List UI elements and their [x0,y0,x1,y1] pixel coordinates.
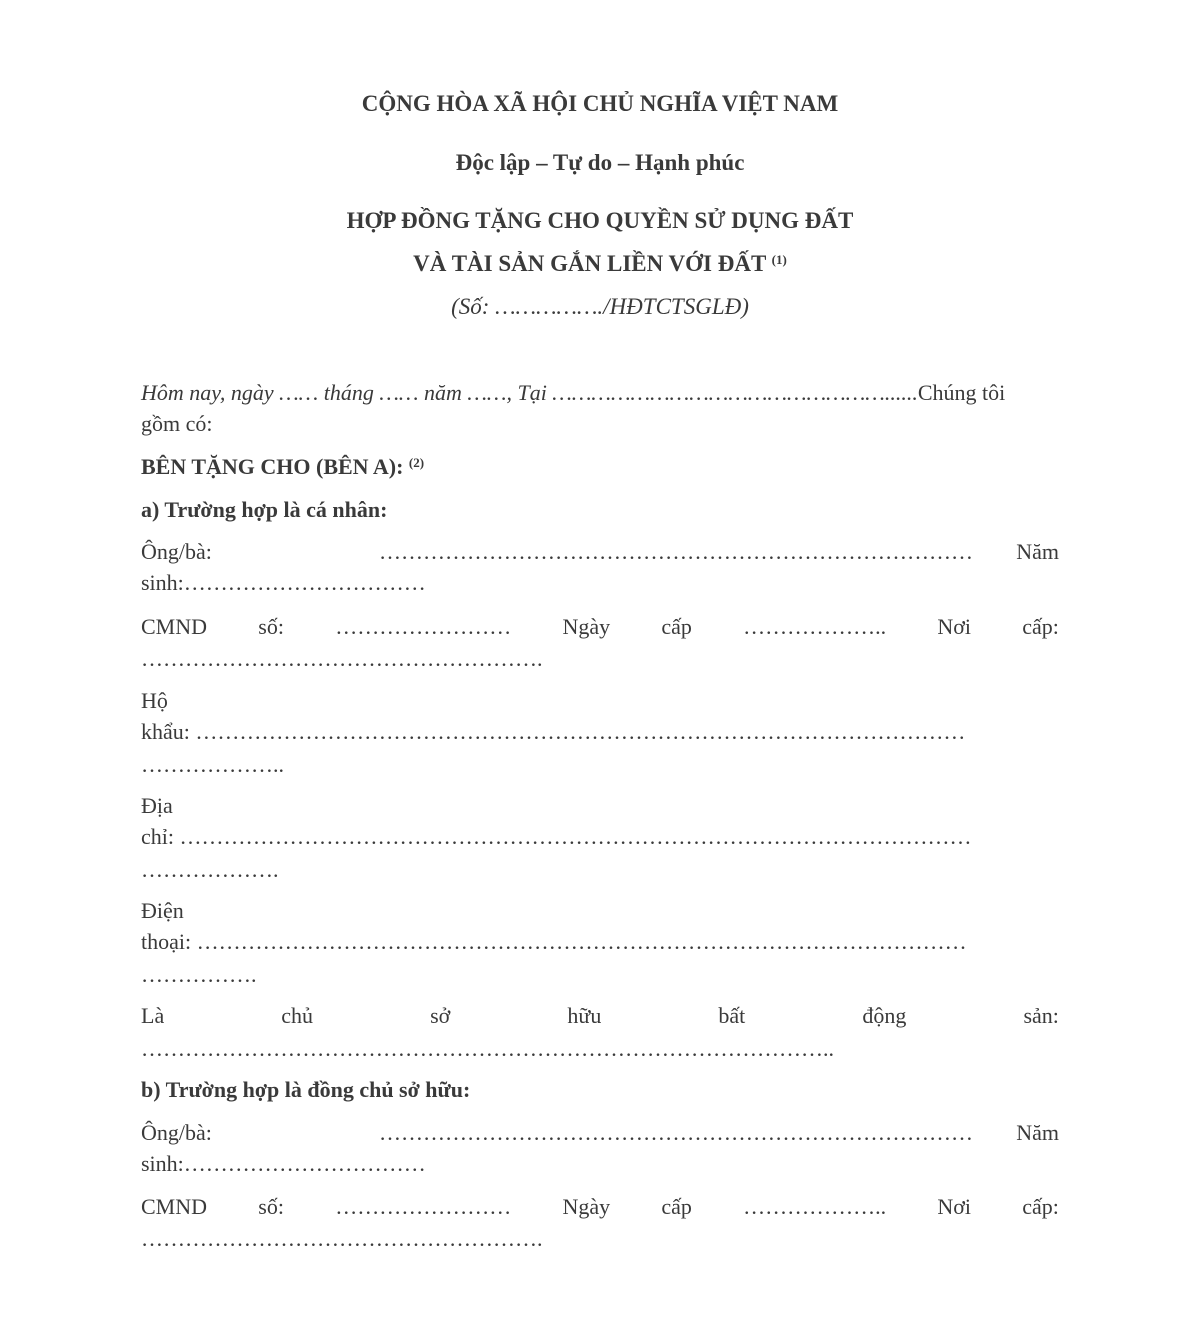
a-phone-label: Điện [141,898,184,923]
b-issue-place-label: Nơi [937,1194,972,1219]
owner-word: Là [141,1003,165,1028]
a-address-field-cont[interactable]: ………………. [141,857,279,882]
a-household-field-cont[interactable]: ……………….. [141,752,284,777]
party-a-heading: BÊN TẶNG CHO (BÊN A): $^{(2)}$ [141,454,425,479]
a-birth-label: Năm [1016,539,1059,564]
contract-title-text: VÀ TÀI SẢN GẮN LIỀN VỚI ĐẤT [413,251,766,276]
b-issue-date-cap: cấp [661,1194,692,1219]
a-issue-date-cap: cấp [661,614,692,639]
contract-number: (Số: ……………./HĐTCTSGLĐ) [451,294,749,319]
a-birth-field[interactable]: sinh:…………………………… [141,570,426,595]
section-b-heading: b) Trường hợp là đồng chủ sở hữu: [141,1077,471,1102]
owner-word: hữu [567,1003,602,1028]
a-id-row [141,613,1059,641]
a-name-label: Ông/bà: [141,539,212,564]
b-id-field[interactable]: …………………… [335,1194,512,1219]
b-id-so: số: [258,1194,284,1219]
owner-word: sản: [1023,1003,1059,1028]
a-phone-field-cont[interactable]: ……………. [141,962,257,987]
a-address-field[interactable]: chỉ: ……………………………………………………………………………………………… [141,824,972,849]
b-issue-date-field[interactable]: ……………….. [743,1194,887,1219]
b-id-row [141,1193,1059,1221]
owner-word: bất [718,1003,746,1028]
b-birth-field[interactable]: sinh:…………………………… [141,1151,426,1176]
b-issue-date-label: Ngày [562,1194,611,1219]
a-issue-date-label: Ngày [562,614,611,639]
a-name-row [141,538,1059,566]
b-issue-place-cap: cấp: [1022,1194,1059,1219]
a-issue-place-label: Nơi [937,614,972,639]
a-issue-date-field[interactable]: ……………….. [743,614,887,639]
intro-line1 [141,379,1059,407]
footnote-marker-1: (1) [771,252,787,267]
owner-word: động [862,1003,907,1028]
owner-word: chủ [281,1003,314,1028]
intro-line2: gồm có: [141,411,213,436]
a-household-label: Hộ [141,688,168,713]
intro-date-place: Hôm nay, ngày …… tháng …… năm ……, Tại ……………………………………………......Chúng tôi [141,380,1006,405]
a-id-label: CMND [141,614,208,639]
a-issue-place-cap: cấp: [1022,614,1059,639]
b-name-label: Ông/bà: [141,1120,212,1145]
a-owner-row [141,1002,1059,1030]
a-issue-place-field[interactable]: ………………………………………………. [141,646,543,671]
a-address-label: Địa [141,793,173,818]
b-issue-place-field[interactable]: ………………………………………………. [141,1226,543,1251]
section-a-heading: a) Trường hợp là cá nhân: [141,497,388,522]
b-birth-label: Năm [1016,1120,1059,1145]
owner-word: sở [430,1003,451,1028]
b-name-row [141,1119,1059,1147]
a-property-field[interactable]: ………………………………………………………………………………….. [141,1036,834,1061]
a-household-field[interactable]: khẩu: …………………………………………………………………………………………… [141,719,966,744]
a-id-so: số: [258,614,284,639]
a-id-field[interactable]: …………………… [335,614,512,639]
a-phone-field[interactable]: thoại: …………………………………………………………………………………………… [141,929,967,954]
a-name-field[interactable]: ……………………………………………………………………… [379,539,973,564]
motto: Độc lập – Tự do – Hạnh phúc [455,150,745,175]
intro-we: Chúng tôi [917,380,1006,405]
footnote-marker-2: (2) [408,455,425,470]
nation-heading: CỘNG HÒA XÃ HỘI CHỦ NGHĨA VIỆT NAM [361,91,839,116]
b-name-field[interactable]: ……………………………………………………………………… [379,1120,973,1145]
b-id-label: CMND [141,1194,208,1219]
contract-title-line1: HỢP ĐỒNG TẶNG CHO QUYỀN SỬ DỤNG ĐẤT [346,208,854,233]
contract-title-line2 [0,250,1200,278]
